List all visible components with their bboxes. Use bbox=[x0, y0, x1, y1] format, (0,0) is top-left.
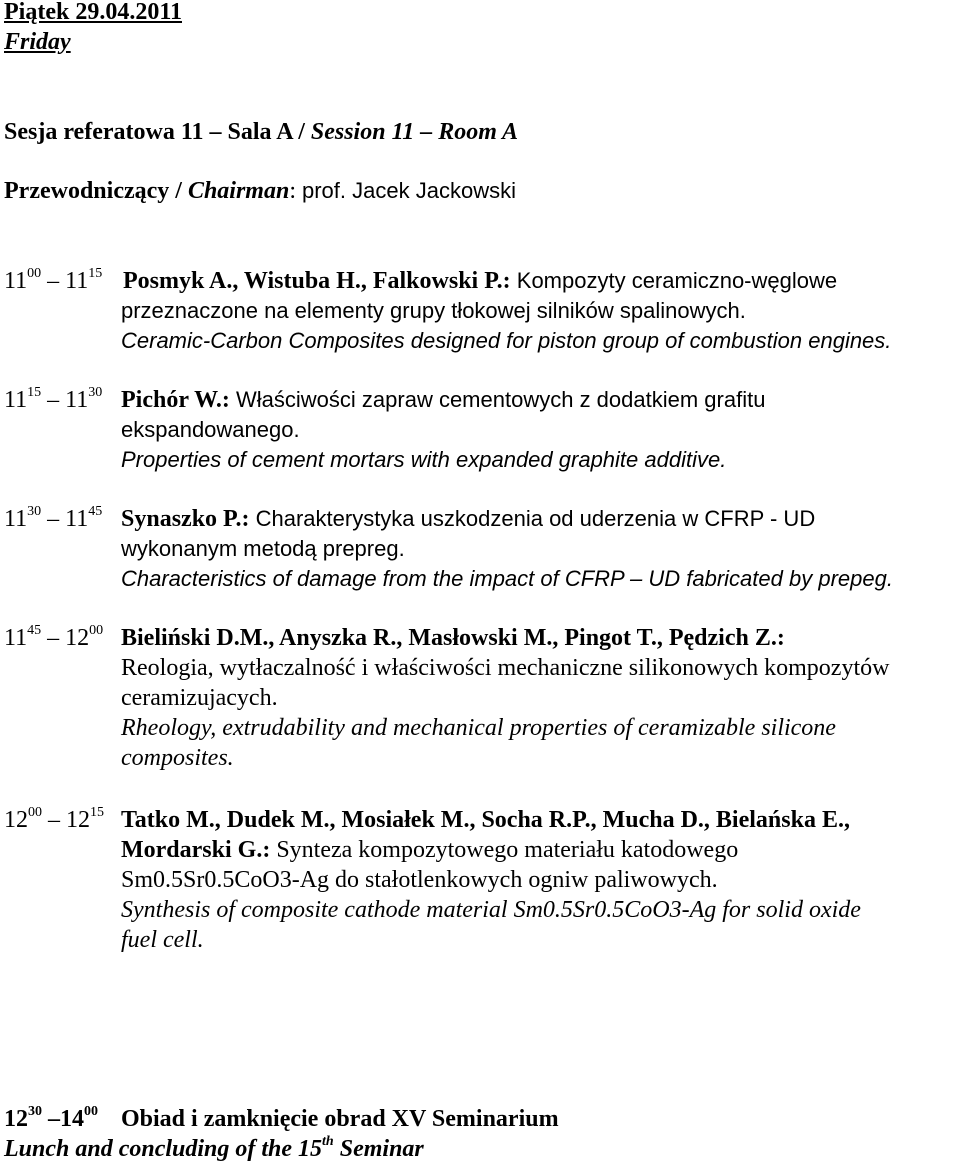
talk-5-line-2 bbox=[121, 836, 738, 864]
talk-2-title-pl-b: ekspandowanego. bbox=[121, 417, 300, 442]
talk-2-line-1 bbox=[121, 386, 765, 414]
talk-5-authors-a: Tatko M., Dudek M., Mosiałek M., Socha R.P., Mucha D., Bielańska E., bbox=[121, 807, 850, 833]
talk-4-title-en-a: Rheology, extrudability and mechanical properties of ceramizable silicone bbox=[121, 715, 836, 741]
session-title-pl: Sesja referatowa 11 – Sala A / bbox=[4, 119, 311, 145]
talk-2-title-en: Properties of cement mortars with expanded graphite additive. bbox=[121, 447, 727, 472]
talk-5-time: $12^{00} - 12^{15}$ bbox=[4, 805, 104, 833]
talk-2-authors: Pichór W.: bbox=[121, 387, 230, 413]
closing-title-en: Lunch and concluding of the 15th Seminar bbox=[4, 1134, 424, 1162]
talk-2-time: $11^{15} - 11^{30}$ bbox=[4, 385, 103, 413]
talk-1-authors: Posmyk A., Wistuba H., Falkowski P.: bbox=[123, 268, 511, 294]
chairman-line bbox=[4, 177, 516, 205]
talk-2-title-pl-a: Właściwości zapraw cementowych z dodatkiem grafitu bbox=[229, 387, 766, 412]
day-title-pl: Piątek 29.04.2011 bbox=[4, 0, 182, 25]
talk-3-title-pl-a: Charakterystyka uszkodzenia od uderzenia w CFRP - UD bbox=[249, 506, 816, 531]
talk-1-time: $11^{00} - 11^{15}$ bbox=[4, 266, 103, 294]
talk-5-title-pl-b: Sm0.5Sr0.5CoO3-Ag do stałotlenkowych ogniw paliwowych. bbox=[121, 867, 718, 893]
talk-1-title-en: Ceramic-Carbon Composites designed for piston group of combustion engines. bbox=[121, 328, 892, 353]
talk-4-title-pl-a: Reologia, wytłaczalność i właściwości mechaniczne silikonowych kompozytów bbox=[121, 655, 890, 681]
talk-5-title-pl-a: Synteza kompozytowego materiału katodowego bbox=[270, 837, 739, 863]
talk-3-title-pl-b: wykonanym metodą prepreg. bbox=[121, 536, 405, 561]
talk-1-title-pl-b: przeznaczone na elementy grupy tłokowej silników spalinowych. bbox=[121, 298, 746, 323]
talk-3-title-en: Characteristics of damage from the impact of CFRP – UD fabricated by prepeg. bbox=[121, 566, 893, 591]
talk-5-title-en-b: fuel cell. bbox=[121, 927, 204, 953]
talk-4-title-en-b: composites. bbox=[121, 745, 234, 771]
talk-1-line-1 bbox=[123, 267, 837, 295]
chair-colon: : bbox=[289, 178, 302, 204]
talk-3-time: $11^{30} - 11^{45}$ bbox=[4, 504, 103, 532]
closing-time: $12^{30}$ $-14^{00}$ bbox=[4, 1104, 98, 1132]
chair-label-pl: Przewodniczący / bbox=[4, 178, 188, 204]
talk-3-line-1 bbox=[121, 505, 815, 533]
talk-5-title-en-a: Synthesis of composite cathode material Sm0.5Sr0.5CoO3-Ag for solid oxide bbox=[121, 897, 861, 923]
chair-label-en: Chairman bbox=[187, 178, 290, 204]
session-title-en: Session 11 – Room A bbox=[310, 119, 519, 145]
talk-4-authors: Bieliński D.M., Anyszka R., Masłowski M., Pingot T., Pędzich Z.: bbox=[121, 625, 785, 651]
chair-name: prof. Jacek Jackowski bbox=[302, 178, 516, 203]
talk-4-title-pl-b: ceramizujacych. bbox=[121, 685, 278, 711]
talk-3-authors: Synaszko P.: bbox=[121, 506, 250, 532]
talk-4-time: $11^{45} - 12^{00}$ bbox=[4, 623, 104, 651]
closing-title-pl: Obiad i zamknięcie obrad XV Seminarium bbox=[121, 1106, 559, 1132]
talk-5-authors-b: Mordarski G.: bbox=[121, 837, 271, 863]
talk-1-title-pl-a: Kompozyty ceramiczno-węglowe bbox=[510, 268, 838, 293]
session-title bbox=[4, 118, 518, 146]
day-title-en: Friday bbox=[4, 29, 71, 55]
